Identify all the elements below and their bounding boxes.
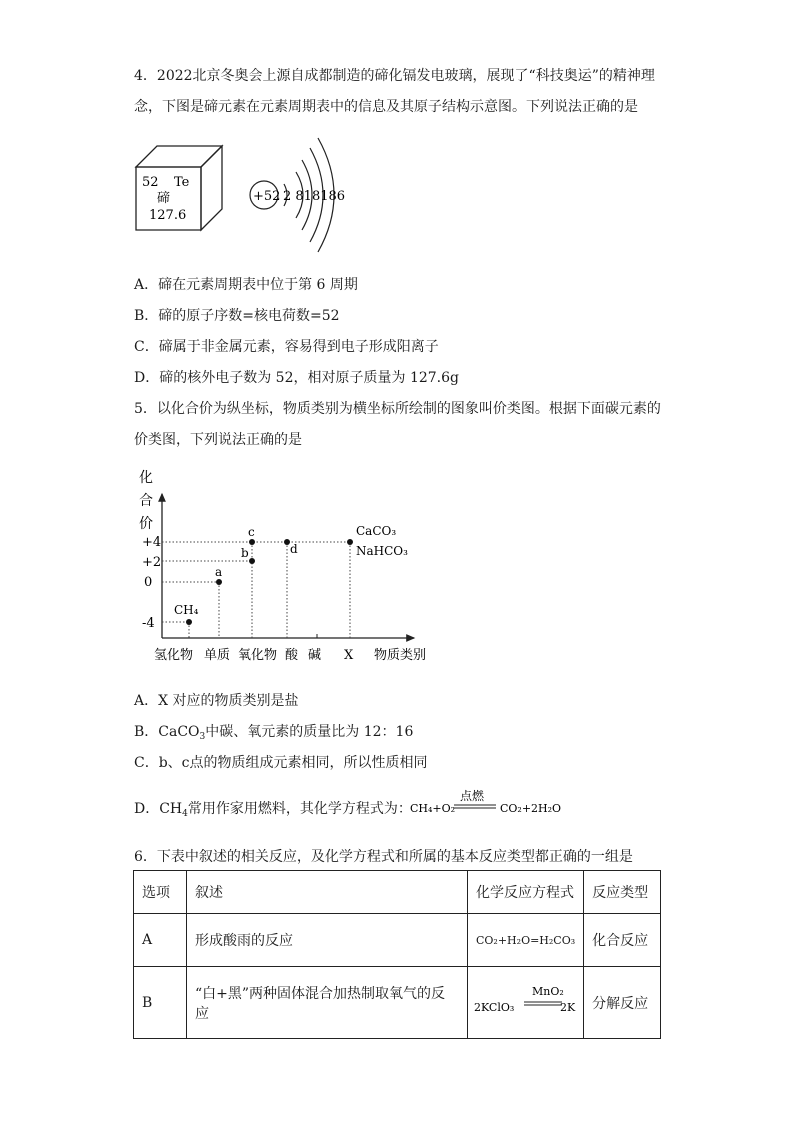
q5-option-b: B．CaCO$_3$中碳、氧元素的质量比为 12：16 xyxy=(134,724,414,742)
eq-lhs: CH₄+O₂ xyxy=(410,802,456,815)
element-symbol: Te xyxy=(174,175,190,190)
q5-option-c: C．b、c点的物质组成元素相同，所以性质相同 xyxy=(134,755,428,771)
nucleus-charge: +52 xyxy=(253,189,281,204)
row-b-equation xyxy=(468,967,584,1039)
y-tick-plus2: +2 xyxy=(142,555,162,570)
label-a: a xyxy=(215,565,223,579)
row-a-description: 形成酸雨的反应 xyxy=(187,914,468,967)
label-ch4: CH₄ xyxy=(174,603,199,617)
row-b-description: “白+黑”两种固体混合加热制取氧气的反应 xyxy=(187,967,468,1039)
valence-category-chart xyxy=(130,462,450,667)
x-tick-acid: 酸 xyxy=(285,648,299,663)
point-ch4 xyxy=(186,619,192,625)
periodic-element-card xyxy=(130,140,230,235)
header-description: 叙述 xyxy=(187,871,468,914)
q5-stem-line1: 5．以化合价为纵坐标，物质类别为横坐标所绘制的图象叫价类图。根据下面碳元素的 xyxy=(134,401,661,417)
q6-stem: 6．下表中叙述的相关反应，及化学方程式和所属的基本反应类型都正确的一组是 xyxy=(134,849,633,865)
decomposition-equation xyxy=(472,981,576,1021)
table-row xyxy=(134,914,661,967)
eq-condition: 点燃 xyxy=(460,789,485,803)
eq-b-rhs: 2K xyxy=(560,1000,576,1014)
y-tick-zero: 0 xyxy=(144,575,153,590)
label-nahco3: NaHCO₃ xyxy=(356,544,408,558)
shell-electrons: 2 818186 xyxy=(283,189,346,204)
header-option: 选项 xyxy=(134,871,187,914)
q4-option-d: D．碲的核外电子数为 52，相对原子质量为 127.6g xyxy=(134,370,459,386)
row-b-option: B xyxy=(134,967,187,1039)
element-name: 碲 xyxy=(157,191,171,206)
q4-option-a: A．碲在元素周期表中位于第 6 周期 xyxy=(134,277,358,293)
q5-option-d: D．$CH_4$常用作家用燃料，其化学方程式为： xyxy=(134,801,412,819)
element-mass: 127.6 xyxy=(149,208,187,223)
x-axis-title: 物质类别 xyxy=(374,648,427,663)
element-number: 52 xyxy=(142,175,159,190)
q4-option-b: B．碲的原子序数=核电荷数=52 xyxy=(134,308,340,324)
point-x-salt xyxy=(347,539,353,545)
reaction-table xyxy=(133,870,661,1039)
q5-option-a: A．X 对应的物质类别是盐 xyxy=(134,693,299,709)
row-a-equation: CO₂+H₂O=H₂CO₃ xyxy=(468,914,584,967)
x-tick-base: 碱 xyxy=(308,648,322,663)
label-d: d xyxy=(290,542,298,556)
eq-rhs: CO₂+2H₂O xyxy=(500,802,562,815)
q4-stem-line1: 4．2022北京冬奥会上源自成都制造的碲化镉发电玻璃，展现了“科技奥运”的精神理 xyxy=(134,68,655,84)
q5-stem-line2: 价类图，下列说法正确的是 xyxy=(134,432,302,448)
label-c: c xyxy=(248,525,255,539)
header-equation: 化学反应方程式 xyxy=(468,871,584,914)
y-tick-plus4: +4 xyxy=(142,535,162,550)
row-a-option: A xyxy=(134,914,187,967)
row-b-type: 分解反应 xyxy=(584,967,661,1039)
eq-b-catalyst: MnO₂ xyxy=(532,984,564,998)
q4-stem-line2: 念，下图是碲元素在元素周期表中的信息及其原子结构示意图。下列说法正确的是 xyxy=(134,99,638,115)
y-label-3: 价 xyxy=(139,516,153,532)
y-label-2: 合 xyxy=(139,493,153,509)
x-tick-hydride: 氢化物 xyxy=(154,648,194,663)
q4-option-c: C．碲属于非金属元素，容易得到电子形成阳离子 xyxy=(134,339,439,355)
x-tick-x: X xyxy=(344,648,354,663)
point-c xyxy=(249,539,255,545)
label-b: b xyxy=(241,546,249,560)
label-caco3: CaCO₃ xyxy=(356,524,397,538)
eq-b-lhs: 2KClO₃ xyxy=(474,1000,515,1014)
y-tick-minus4: -4 xyxy=(142,616,155,631)
x-tick-element: 单质 xyxy=(204,648,231,663)
table-row xyxy=(134,967,661,1039)
table-header-row xyxy=(134,871,661,914)
atomic-structure-diagram xyxy=(248,128,358,258)
y-label-1: 化 xyxy=(139,470,153,486)
point-a xyxy=(216,579,222,585)
header-type: 反应类型 xyxy=(584,871,661,914)
row-a-type: 化合反应 xyxy=(584,914,661,967)
combustion-equation xyxy=(408,786,608,820)
point-b xyxy=(249,558,255,564)
x-tick-oxide: 氧化物 xyxy=(238,648,278,663)
